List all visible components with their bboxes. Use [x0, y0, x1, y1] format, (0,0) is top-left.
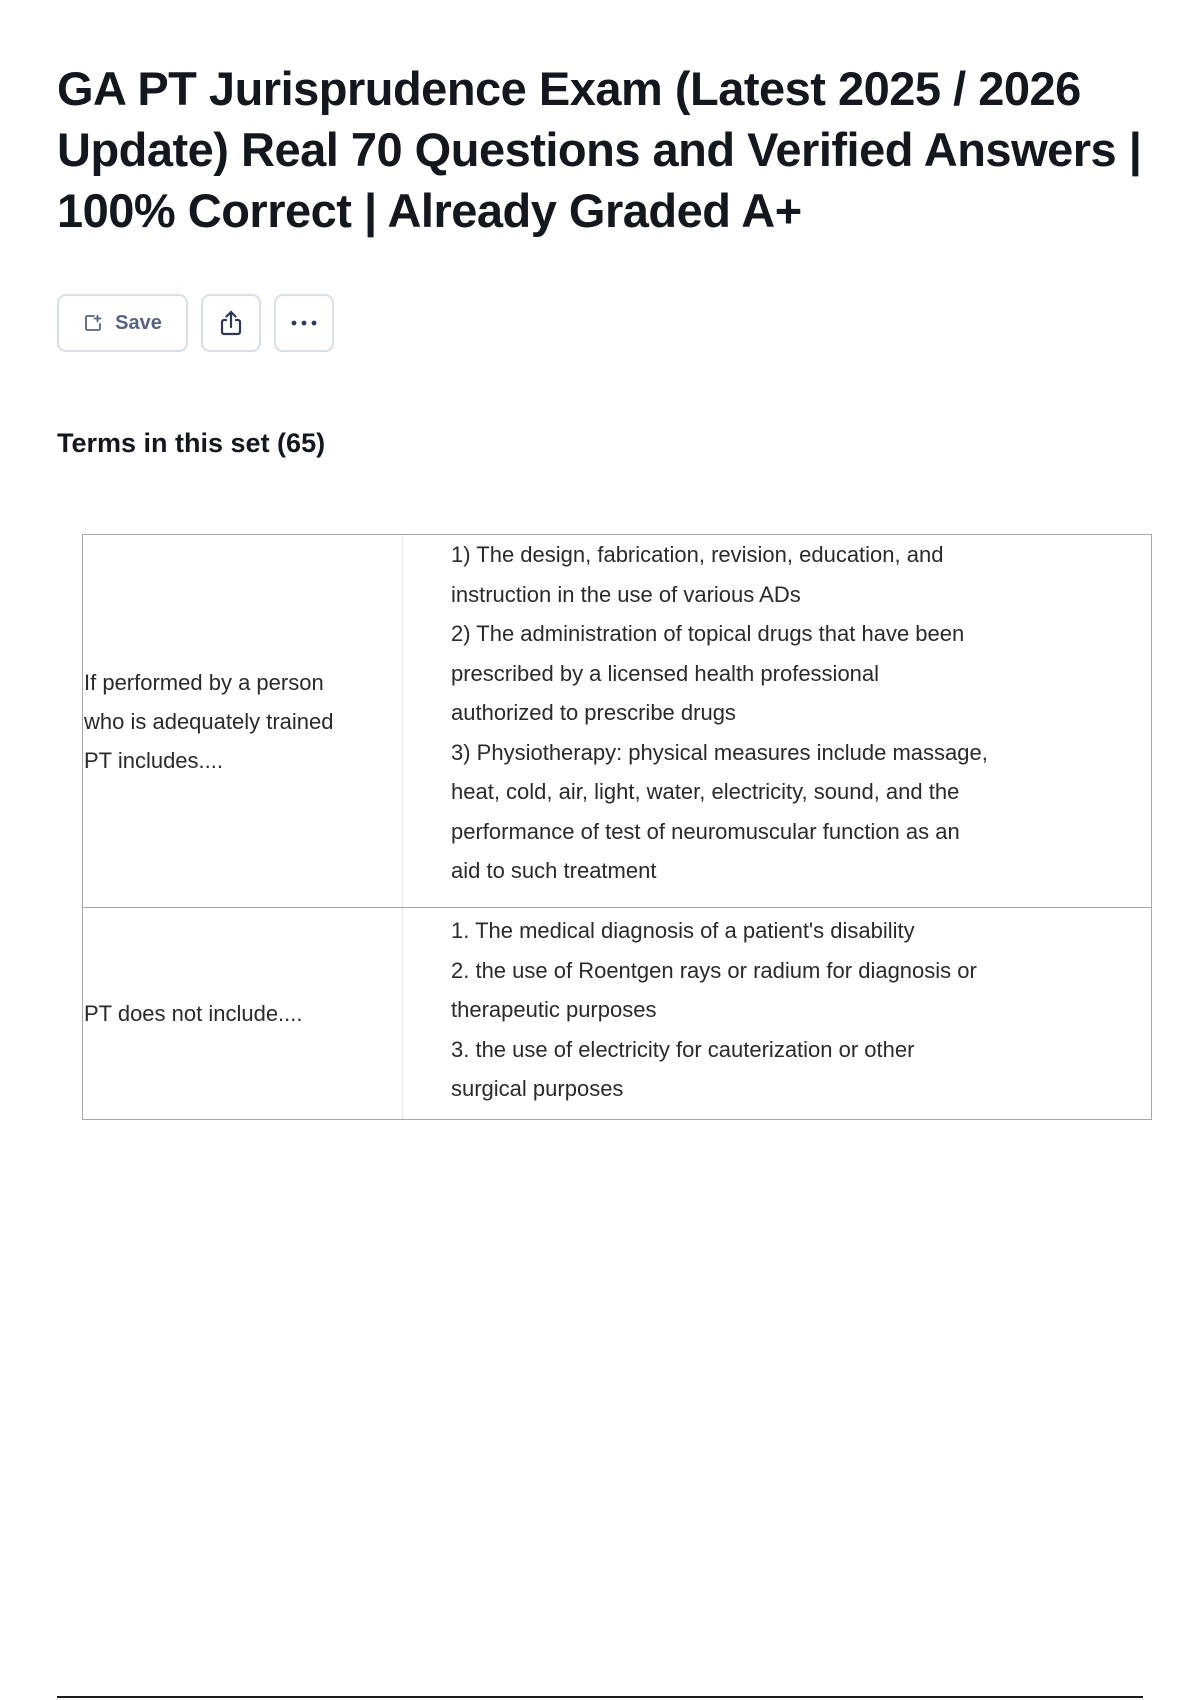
definition-line: 3) Physiotherapy: physical measures include massage, [451, 739, 988, 765]
definition-line: 2. the use of Roentgen rays or radium for diagnosis or [451, 957, 977, 983]
share-button[interactable] [201, 294, 261, 352]
term-line: who is adequately trained [84, 708, 334, 734]
definition-cell [403, 908, 1151, 1119]
terms-section-heading: Terms in this set (65) [57, 428, 326, 458]
term-line: If performed by a person [84, 669, 324, 695]
definition-line: performance of test of neuromuscular function as an [451, 818, 960, 844]
page-title: GA PT Jurisprudence Exam (Latest 2025 / 2026 Update) Real 70 Questions and Verified Answers | 100% Correct | Already Graded A+ [57, 62, 1142, 237]
definition-line: 2) The administration of topical drugs that have been [451, 621, 965, 646]
save-button-label: Save [115, 311, 162, 334]
terms-table [82, 534, 1152, 1120]
definition-line: 1) The design, fabrication, revision, education, and [451, 542, 944, 567]
save-button[interactable] [57, 294, 188, 352]
definition-line: heat, cold, air, light, water, electricity, sound, and the [451, 779, 960, 804]
more-options-button[interactable] [274, 294, 334, 352]
term-cell [83, 535, 403, 907]
definition-line: instruction in the use of various ADs [451, 581, 801, 607]
more-options-icon [290, 319, 318, 327]
definition-line: 3. the use of electricity for cauterization or other [451, 1036, 915, 1062]
term-row [83, 535, 1151, 907]
term-text [84, 663, 334, 780]
share-icon [216, 308, 246, 338]
save-set-icon [83, 313, 103, 333]
term-row [83, 907, 1151, 1119]
definition-cell [403, 535, 1151, 907]
definition-line: 1. The medical diagnosis of a patient's disability [451, 918, 915, 943]
action-toolbar [57, 294, 334, 354]
definition-line: therapeutic purposes [451, 997, 657, 1022]
definition-line: surgical purposes [451, 1076, 624, 1101]
bottom-divider [57, 1696, 1143, 1698]
term-line: PT includes.... [84, 747, 223, 773]
definition-line: aid to such treatment [451, 858, 657, 883]
term-cell [83, 908, 403, 1119]
definition-line: authorized to prescribe drugs [451, 700, 736, 725]
definition-line: prescribed by a licensed health professional [451, 660, 880, 686]
term-text [84, 994, 303, 1033]
term-line: PT does not include.... [84, 1001, 303, 1026]
